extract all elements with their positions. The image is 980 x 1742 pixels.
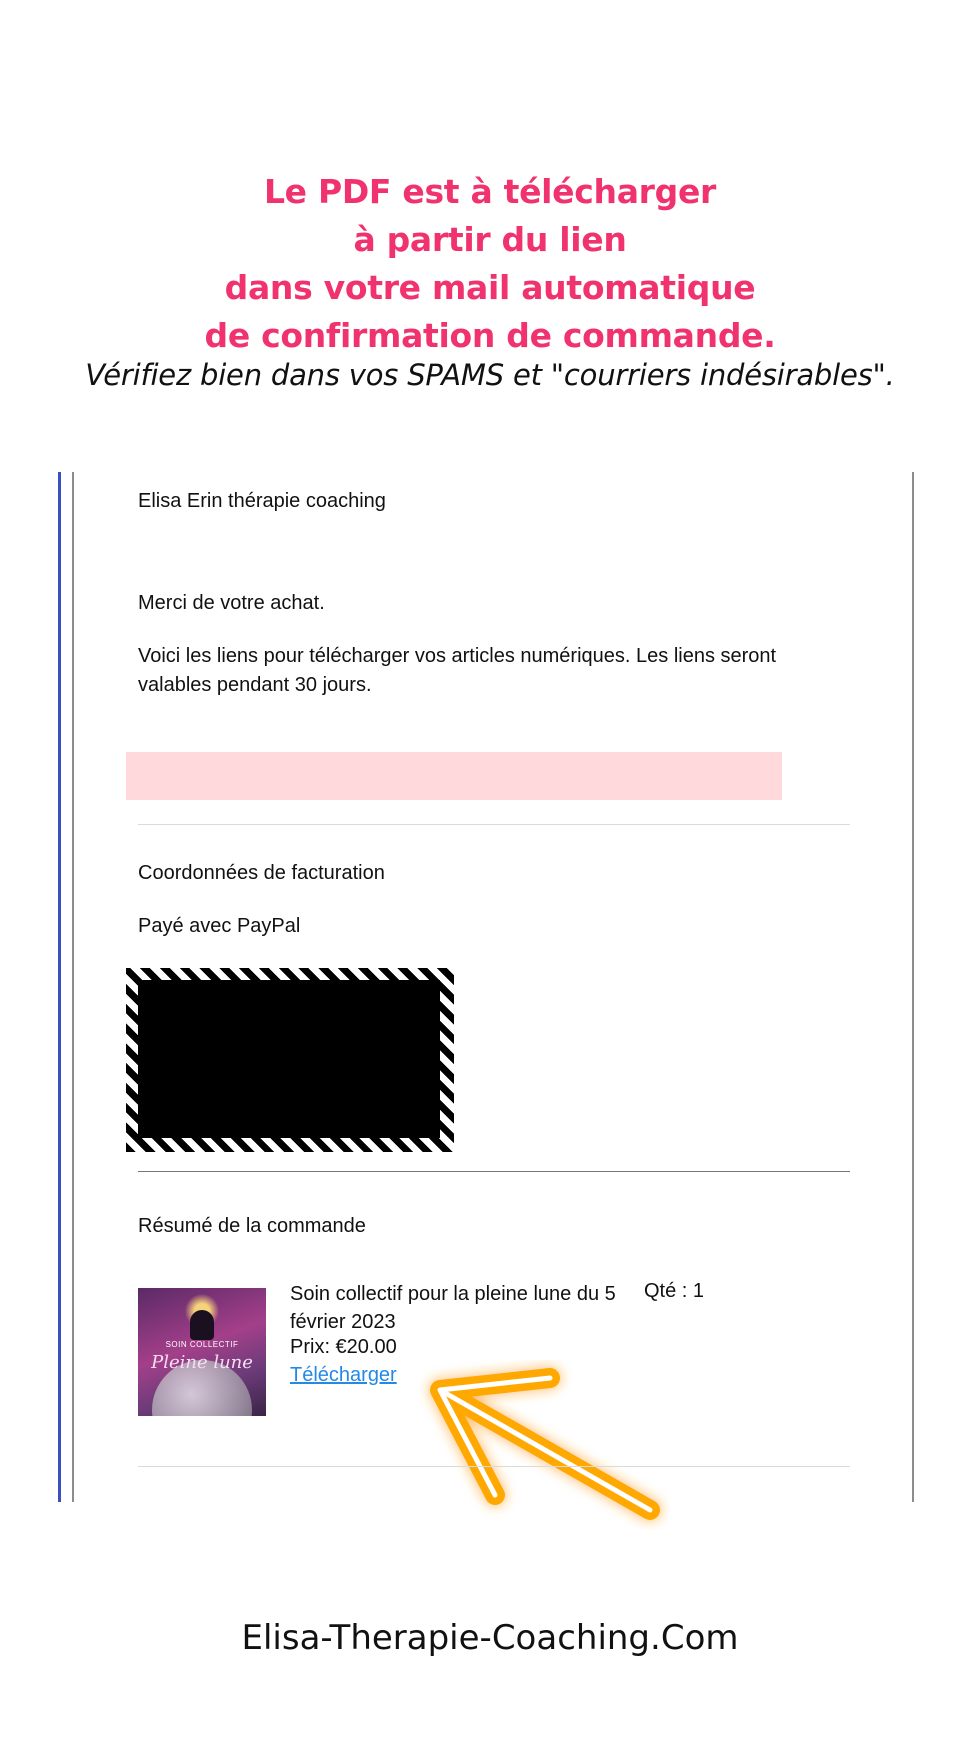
- footer-website[interactable]: Elisa-Therapie-Coaching.Com: [241, 1618, 739, 1658]
- highlight-bar: [126, 752, 782, 800]
- headline-line: de confirmation de commande.: [204, 316, 776, 355]
- headline: [0, 168, 980, 360]
- product-quantity: Qté : 1: [644, 1280, 705, 1302]
- product-thumbnail: [138, 1288, 266, 1416]
- product-price: Prix: €20.00: [290, 1336, 397, 1358]
- headline-line: Le PDF est à télécharger: [263, 172, 717, 211]
- thumbnail-caption: SOIN COLLECTIF: [165, 1340, 239, 1349]
- payment-method: Payé avec PayPal: [138, 915, 301, 937]
- links-info-message: Voici les liens pour télécharger vos articles numériques. Les liens seront valables pendant 30 jours.: [138, 645, 777, 696]
- pointer-arrow-icon: [420, 1360, 670, 1530]
- email-left-border: [72, 472, 74, 1502]
- store-name: Elisa Erin thérapie coaching: [138, 490, 386, 512]
- redacted-billing-address: [126, 968, 454, 1152]
- order-summary-heading: Résumé de la commande: [138, 1215, 366, 1237]
- spam-note: Vérifiez bien dans vos SPAMS et "courriers indésirables".: [85, 358, 895, 392]
- email-left-accent-border: [58, 472, 61, 1502]
- email-right-border: [912, 472, 914, 1502]
- meditation-figure-icon: [190, 1310, 214, 1340]
- headline-line: dans votre mail automatique: [224, 268, 756, 307]
- redaction-block: [138, 980, 440, 1138]
- headline-line: à partir du lien: [353, 220, 627, 259]
- billing-heading: Coordonnées de facturation: [138, 862, 385, 884]
- divider: [138, 1466, 850, 1467]
- divider: [138, 1171, 850, 1172]
- thanks-message: Merci de votre achat.: [138, 592, 325, 614]
- divider: [138, 824, 850, 825]
- product-title: Soin collectif pour la pleine lune du 5 février 2023: [290, 1283, 616, 1333]
- thumbnail-script: Pleine lune: [151, 1352, 253, 1373]
- download-link[interactable]: Télécharger: [290, 1364, 397, 1386]
